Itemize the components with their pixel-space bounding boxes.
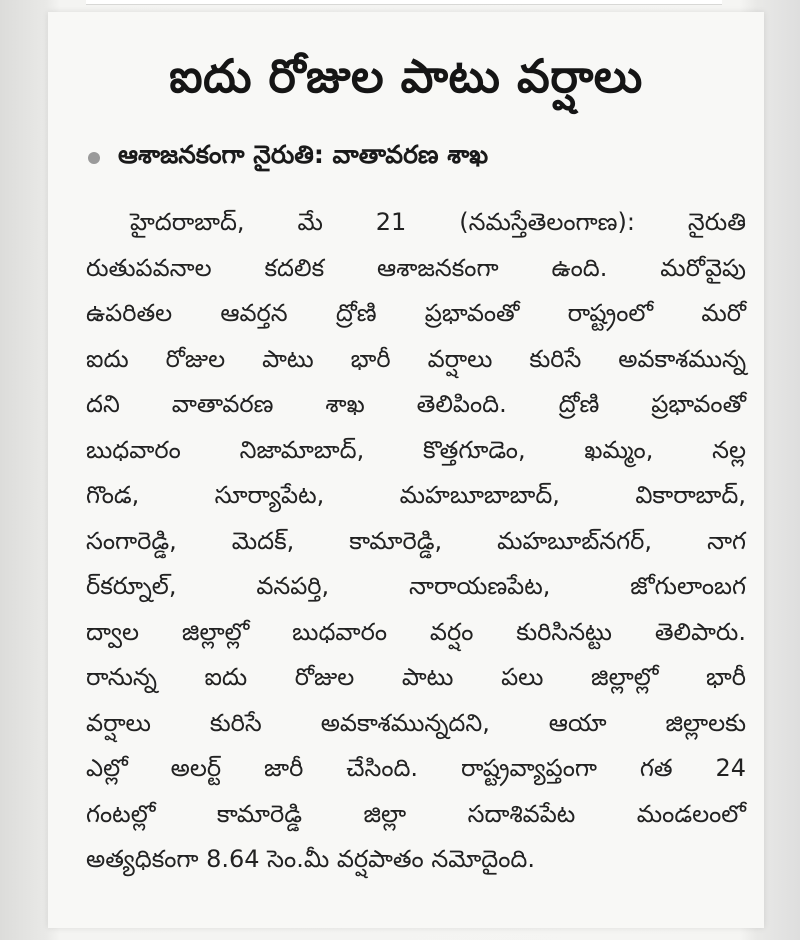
bullet-icon	[88, 152, 100, 164]
article-line: హైదరాబాద్, మే 21 (నమస్తేతెలంగాణ): నైరుతి	[130, 208, 746, 236]
article-line: గంటల్లో కామారెడ్డి జిల్లా సదాశివపేట మండలంలో	[86, 799, 746, 828]
article-line: ద్వాల జిల్లాల్లో బుధవారం వర్షం కురిసినట్టు తెలిపారు.	[86, 617, 746, 646]
article-line: రుతుపవనాల కదలిక ఆశాజనకంగా ఉంది. మరోవైపు	[86, 253, 746, 282]
article-line: ర్‌కర్నూల్, వనపర్తి, నారాయణపేట, జోగులాంబగ	[86, 572, 746, 600]
top-divider	[86, 0, 722, 5]
subheadline-text: ఆశాజనకంగా నైరుతి: వాతావరణ శాఖ	[118, 140, 489, 169]
newspaper-clipping	[48, 12, 764, 928]
headline: ఐదు రోజుల పాటు వర్షాలు	[169, 49, 643, 103]
article-line: వర్షాలు కురిసే అవకాశమున్నదని, ఆయా జిల్లాలకు	[86, 708, 746, 737]
article-line: ఐదు రోజుల పాటు భారీ వర్షాలు కురిసే అవకాశమున్న	[86, 344, 746, 373]
article-line: దని వాతావరణ శాఖ తెలిపింది. ద్రోణి ప్రభావంతో	[86, 390, 746, 418]
article-line: బుధవారం నిజామాబాద్, కొత్తగూడెం, ఖమ్మం, నల్ల	[86, 435, 746, 464]
article-body	[86, 200, 746, 883]
article-line: అత్యధికంగా 8.64 సెం.మీ వర్షపాతం నమోదైంది.	[86, 845, 535, 873]
article-line: ఉపరితల ఆవర్తన ద్రోణి ప్రభావంతో రాష్ట్రంలో మరో	[86, 299, 746, 327]
subheadline	[88, 138, 488, 178]
article-line: ఎల్లో అలర్ట్ జారీ చేసింది. రాష్ట్రవ్యాప్తంగా గత 24	[86, 754, 746, 782]
article-line: రానున్న ఐదు రోజుల పాటు పలు జిల్లాల్లో భారీ	[86, 663, 746, 691]
article-line: సంగారెడ్డి, మెదక్, కామారెడ్డి, మహబూబ్‌నగర్, నాగ	[86, 526, 746, 555]
article-line: గొండ, సూర్యాపేట, మహబూబాబాద్, వికారాబాద్,	[86, 481, 746, 509]
